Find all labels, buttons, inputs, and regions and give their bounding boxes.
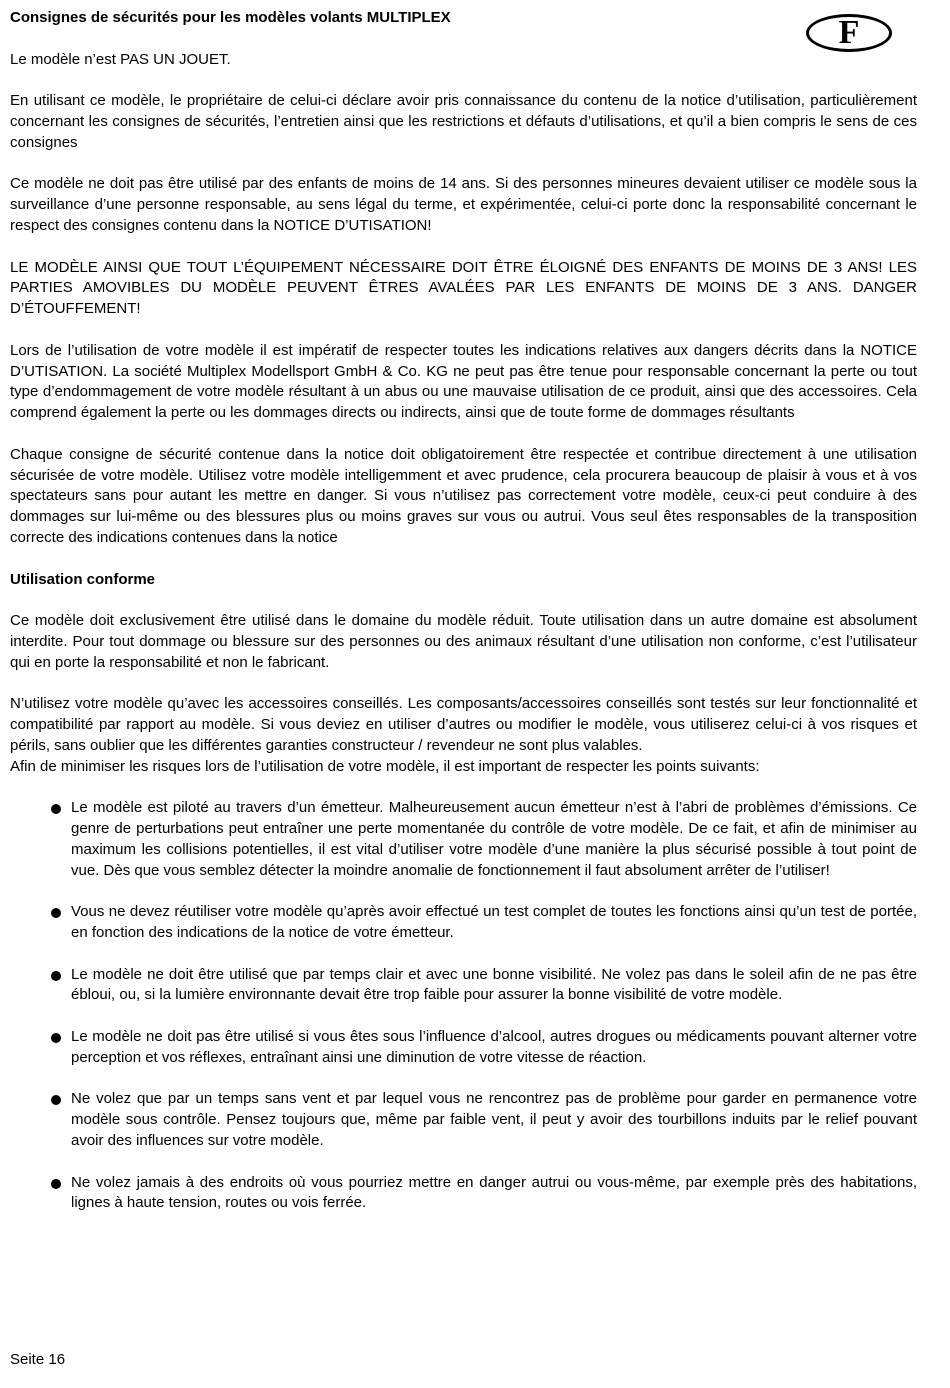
bullet-dot-icon [51,971,61,981]
bullet-dot-icon [51,1179,61,1189]
intro-paragraph-4: Lors de l’utilisation de votre modèle il est impératif de respecter toutes les indications relatives aux dangers décrits dans la NOTICE D’UTISATION. La société Multiplex Modellsport GmbH & Co. KG ne peut pas être tenue pour responsable concernant la perte ou tout type d’endommagement de votre modèle résultant à un abus ou une mauvaise utilisation de ce produit, ainsi que des accessoires. Cela comprend également la perte ou les dommages directs ou indirects, ainsi que de toute forme de dommages résultants [10,341,917,422]
document-page [10,8,917,1235]
intro-paragraph-1: En utilisant ce modèle, le propriétaire de celui-ci déclare avoir pris connaissance du contenu de la notice d’utilisation, particulièrement concernant les consignes de sécurités, l’entretien ainsi que les restrictions et défauts d’utilisations, et qu’il a bien compris le sens de ces consignes [10,92,917,151]
list-item [10,965,917,1007]
list-item-text: Le modèle ne doit pas être utilisé si vous êtes sous l’influence d’alcool, autres drogues ou médicaments pouvant alterner votre perception et vos réflexes, entraînant ainsi une diminution de votre vitesse de réaction. [71,1028,917,1066]
list-item-text: Vous ne devez réutiliser votre modèle qu’après avoir effectué un test complet de toutes les fonctions ainsi qu’un test de portée, en fonction des indications de la notice de votre émetteur. [71,903,917,942]
page-number: Seite 16 [10,1351,66,1368]
section-heading: Utilisation conforme [10,570,156,588]
list-item [10,798,917,881]
section-paragraph-3: Afin de minimiser les risques lors de l’utilisation de votre modèle, il est important de respecter les points suivants: [10,757,760,775]
list-item [10,1173,917,1215]
section-paragraph-1: Ce modèle doit exclusivement être utilisé dans le domaine du modèle réduit. Toute utilisation dans un autre domaine est absolument interdite. Pour tout dommage ou blessure sur des personnes ou des animaux résultant d’une utilisation non conforme, c’est l’utilisateur qui en porte la responsabilité et non le fabricant. [10,612,917,671]
intro-paragraph-5: Chaque consigne de sécurité contenue dans la notice doit obligatoirement être respectée et contribue directement à une utilisation sécurisée de votre modèle. Utilisez votre modèle intelligemment et avec prudence, cela procurera beaucoup de plaisir à vous et à vos spectateurs sans pour autant les mettre en danger. Si vous n’utilisez pas correctement votre modèle, ceux-ci peut conduire à des dommages sur lui-même ou des blessures plus ou moins graves sur vous ou autrui. Vous seul êtes responsables de la transposition correcte des indications contenues dans la notice [10,445,917,546]
bullet-dot-icon [51,908,61,918]
document-title: Consignes de sécurités pour les modèles volants MULTIPLEX [10,9,451,26]
bullet-dot-icon [51,804,61,814]
list-item [10,902,917,944]
bullet-dot-icon [51,1095,61,1105]
bullet-dot-icon [51,1033,61,1043]
intro-paragraph-3: LE MODÈLE AINSI QUE TOUT L’ÉQUIPEMENT NÉCESSAIRE DOIT ÊTRE ÉLOIGNÉ DES ENFANTS DE MOINS DE 3 ANS! LES PARTIES AMOVIBLES DU MODÈLE PEUVENT ÊTRES AVALÉES PAR LES ENFANTS DE MOINS DE 3 ANS. DANGER D’ÉTOUFFEMENT! [10,258,917,318]
section-paragraph-2: N’utilisez votre modèle qu’avec les accessoires conseillés. Les composants/accessoires conseillés sont testés sur leur fonctionnalité et compatibilité par rapport au modèle. Si vous deviez en utiliser d’autres ou modifier le modèle, vous utiliserez celui-ci à vos risques et périls, sans oublier que les différentes garanties constructeur / revendeur ne sont plus valables. [10,695,917,754]
language-badge: F [806,14,892,52]
list-item [10,1089,917,1151]
safety-bullet-list [10,798,917,1214]
list-item-text: Ne volez que par un temps sans vent et par lequel vous ne rencontrez pas de problème pour garder en permanence votre modèle sous contrôle. Pensez toujours que, même par faible vent, il peut y avoir des tourbillons induits par le relief pouvant avoir des influences sur votre modèle. [71,1090,917,1150]
not-a-toy-warning: Le modèle n’est PAS UN JOUET. [10,50,231,68]
list-item [10,1027,917,1069]
intro-paragraph-2: Ce modèle ne doit pas être utilisé par des enfants de moins de 14 ans. Si des personnes mineures devaient utiliser ce modèle sous la surveillance d’une personne responsable, au sens légal du terme, et expérimentée, celui-ci porte donc la responsabilité concernant le respect des consignes contenu dans la NOTICE D’UTISATION! [10,175,917,234]
list-item-text: Ne volez jamais à des endroits où vous pourriez mettre en danger autrui ou vous-même, par exemple près des habitations, lignes à haute tension, routes ou vois ferrée. [71,1173,917,1212]
list-item-text: Le modèle est piloté au travers d’un émetteur. Malheureusement aucun émetteur n’est à l’abri de problèmes d’émissions. Ce genre de perturbations peut entraîner une perte momentanée du contrôle de votre modèle. De ce fait, et afin de minimiser au maximum les collisions potentielles, il est vital d’utiliser votre modèle d’une manière la plus sécurisé possible à tout point de vue. Dès que vous semblez détecter la moindre anomalie de fonctionnement il faut absolument arrêter de l’utiliser! [71,799,917,879]
list-item-text: Le modèle ne doit être utilisé que par temps clair et avec une bonne visibilité. Ne volez pas dans le soleil afin de ne pas être ébloui, ou, si la lumière environnante devait être trop faible pour assurer la bonne visibilité de votre modèle. [71,965,917,1004]
